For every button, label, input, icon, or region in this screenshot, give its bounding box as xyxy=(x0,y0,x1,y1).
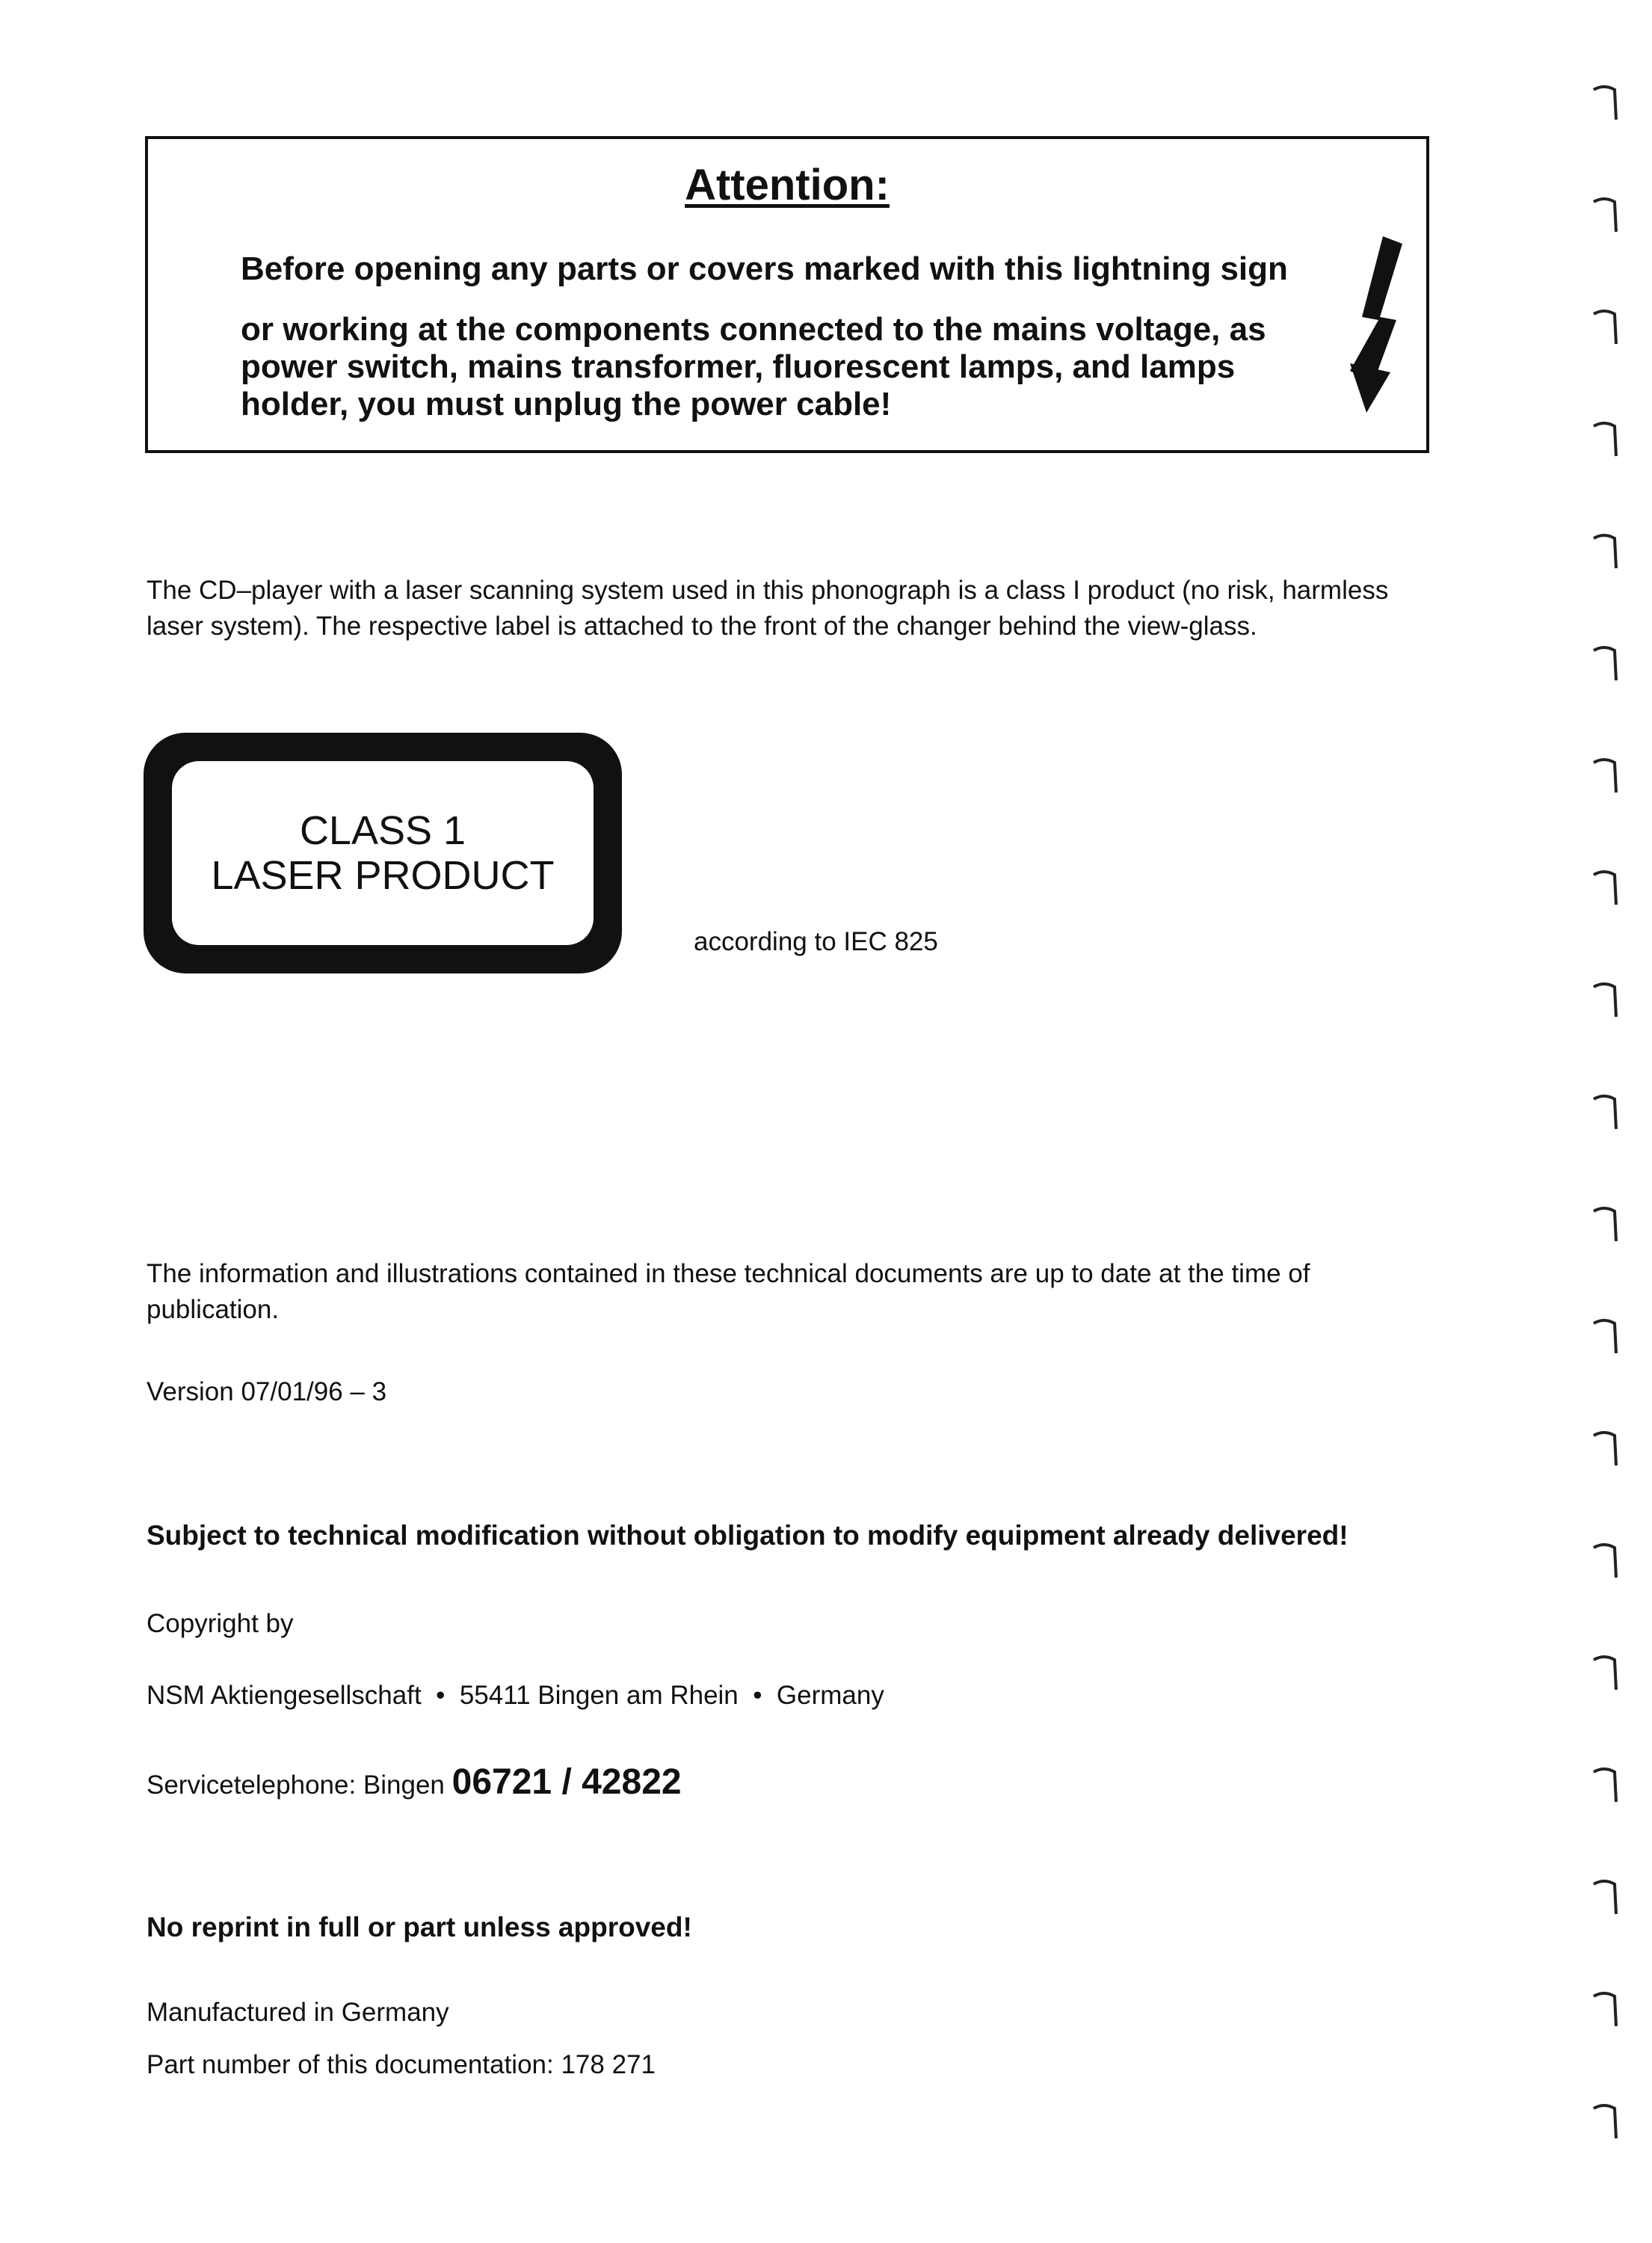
modification-notice: Subject to technical modification without obligation to modify equipment already delivered! xyxy=(147,1520,1349,1551)
binding-hook xyxy=(1594,1881,1616,1914)
version-text: Version 07/01/96 – 3 xyxy=(147,1377,387,1406)
service-phone-number: 06721 / 42822 xyxy=(451,1762,682,1802)
binding-hook xyxy=(1594,872,1616,905)
attention-first-line: Before opening any parts or covers marked with this lightning sign xyxy=(241,250,1288,287)
binding-hook xyxy=(1594,1320,1616,1353)
lightning-icon xyxy=(1344,236,1411,416)
service-phone-label: Servicetelephone: Bingen xyxy=(147,1770,452,1800)
binding-hook xyxy=(1594,199,1616,232)
laser-label-line2: LASER PRODUCT xyxy=(211,853,555,898)
info-paragraph: The information and illustrations contained in these technical documents are up to date at the time of publication. xyxy=(147,1259,1310,1324)
laser-label-line1: CLASS 1 xyxy=(299,808,466,853)
attention-title: Attention: xyxy=(685,161,890,209)
binding-hook xyxy=(1594,1545,1616,1578)
attention-warning-text: or working at the components connected to the mains voltage, as power switch, mains transformer, fluorescent lamps, and lamps holder, you must unplug the power cable! xyxy=(241,311,1266,422)
laser-system-paragraph: The CD–player with a laser scanning system used in this phonograph is a class I product (no risk, harmless laser system). The respective label is attached to the front of the changer behind the view-glass. xyxy=(147,576,1389,641)
binding-hook xyxy=(1594,1993,1616,2026)
reprint-notice: No reprint in full or part unless approved! xyxy=(147,1912,692,1942)
binding-hook xyxy=(1594,984,1616,1017)
binding-hook xyxy=(1594,1433,1616,1465)
binding-hook xyxy=(1594,1208,1616,1241)
binding-hook xyxy=(1594,647,1616,680)
binding-hook xyxy=(1594,535,1616,568)
binding-hook xyxy=(1594,1769,1616,1802)
laser-label-inner xyxy=(172,761,594,945)
manufactured-text: Manufactured in Germany xyxy=(147,1998,449,2027)
binding-hook xyxy=(1594,311,1616,344)
class1-laser-label xyxy=(144,733,622,973)
binding-hook xyxy=(1594,87,1616,120)
iec-note: according to IEC 825 xyxy=(694,927,938,956)
copyright-text: Copyright by xyxy=(147,1609,294,1638)
binding-hook xyxy=(1594,2105,1616,2138)
part-number-text: Part number of this documentation: 178 271 xyxy=(147,2050,656,2079)
company-address: NSM Aktiengesellschaft • 55411 Bingen am Rhein • Germany xyxy=(147,1681,884,1710)
binding-hook xyxy=(1594,1096,1616,1129)
attention-box xyxy=(145,136,1429,453)
binding-hook xyxy=(1594,760,1616,793)
binding-marks xyxy=(1577,0,1652,2243)
binding-hook xyxy=(1594,1657,1616,1690)
binding-hook xyxy=(1594,423,1616,456)
service-phone-line xyxy=(147,1759,682,1809)
